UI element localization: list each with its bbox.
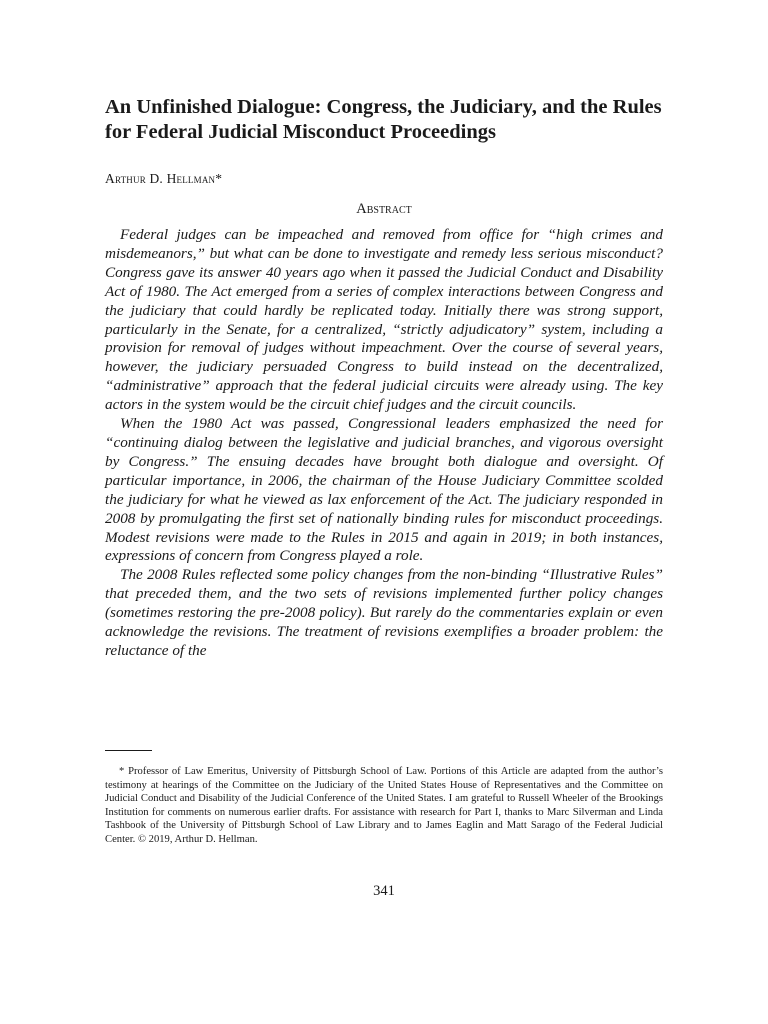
- abstract-heading: Abstract: [356, 201, 412, 217]
- abstract-paragraph-3: The 2008 Rules reflected some policy changes from the non-binding “Illustrative Rules” that preceded them, and the two sets of revisions implemented further policy changes (sometimes restoring the pre-2008 policy). But rarely do the commentaries explain or even acknowledge the revisions. The treatment of revisions exemplifies a broader problem: the reluctance of the: [105, 566, 663, 659]
- article-first-page: [105, 95, 663, 661]
- abstract-paragraph-1: Federal judges can be impeached and removed from office for “high crimes and misdemeanors,” but what can be done to investigate and remedy less serious misconduct? Congress gave its answer 40 years ago when it passed the Judicial Conduct and Disability Act of 1980. The Act emerged from a series of complex interactions between Congress and the judiciary that could hardly be replicated today. Initially there was strong support, particularly in the Senate, for a centralized, “strictly adjudicatory” system, including a provision for removal of judges without impeachment. Over the course of several years, however, the judiciary persuaded Congress to build instead on the decentralized, “administrative” approach that the federal judicial circuits were already using. The key actors in the system would be the circuit chief judges and the circuit councils.: [105, 226, 663, 414]
- author-footnote: * Professor of Law Emeritus, University of Pittsburgh School of Law. Portions of this Article are adapted from the author’s testimony at hearings of the Committee on the Judiciary of the United States House of Representatives and the Committee on Judicial Conduct and Disability of the Judicial Conference of the United States. I am grateful to Russell Wheeler of the Brookings Institution for comments on numerous earlier drafts. For assistance with research for Part I, thanks to Marc Silverman and Linda Tashbook of the University of Pittsburgh School of Law Library and to James Eaglin and Matt Sarago of the Federal Judicial Center. © 2019, Arthur D. Hellman.: [105, 766, 663, 845]
- abstract-paragraph-2: When the 1980 Act was passed, Congressional leaders emphasized the need for “continuing dialog between the legislative and judicial branches, and vigorous oversight by Congress.” The ensuing decades have brought both dialogue and oversight. Of particular importance, in 2006, the chairman of the House Judiciary Committee scolded the judiciary for what he viewed as lax enforcement of the Act. The judiciary responded in 2008 by promulgating the first set of nationally binding rules for misconduct proceedings. Modest revisions were made to the Rules in 2015 and again in 2019; in both instances, expressions of concern from Congress played a role.: [105, 415, 663, 565]
- abstract-body: [105, 226, 663, 661]
- author-name: Arthur D. Hellman*: [105, 171, 223, 186]
- page-number: 341: [373, 883, 395, 899]
- article-title: An Unfinished Dialogue: Congress, the Judiciary, and the Rules for Federal Judicial Misconduct Proceedings: [105, 96, 662, 143]
- footnote-divider: [105, 750, 152, 751]
